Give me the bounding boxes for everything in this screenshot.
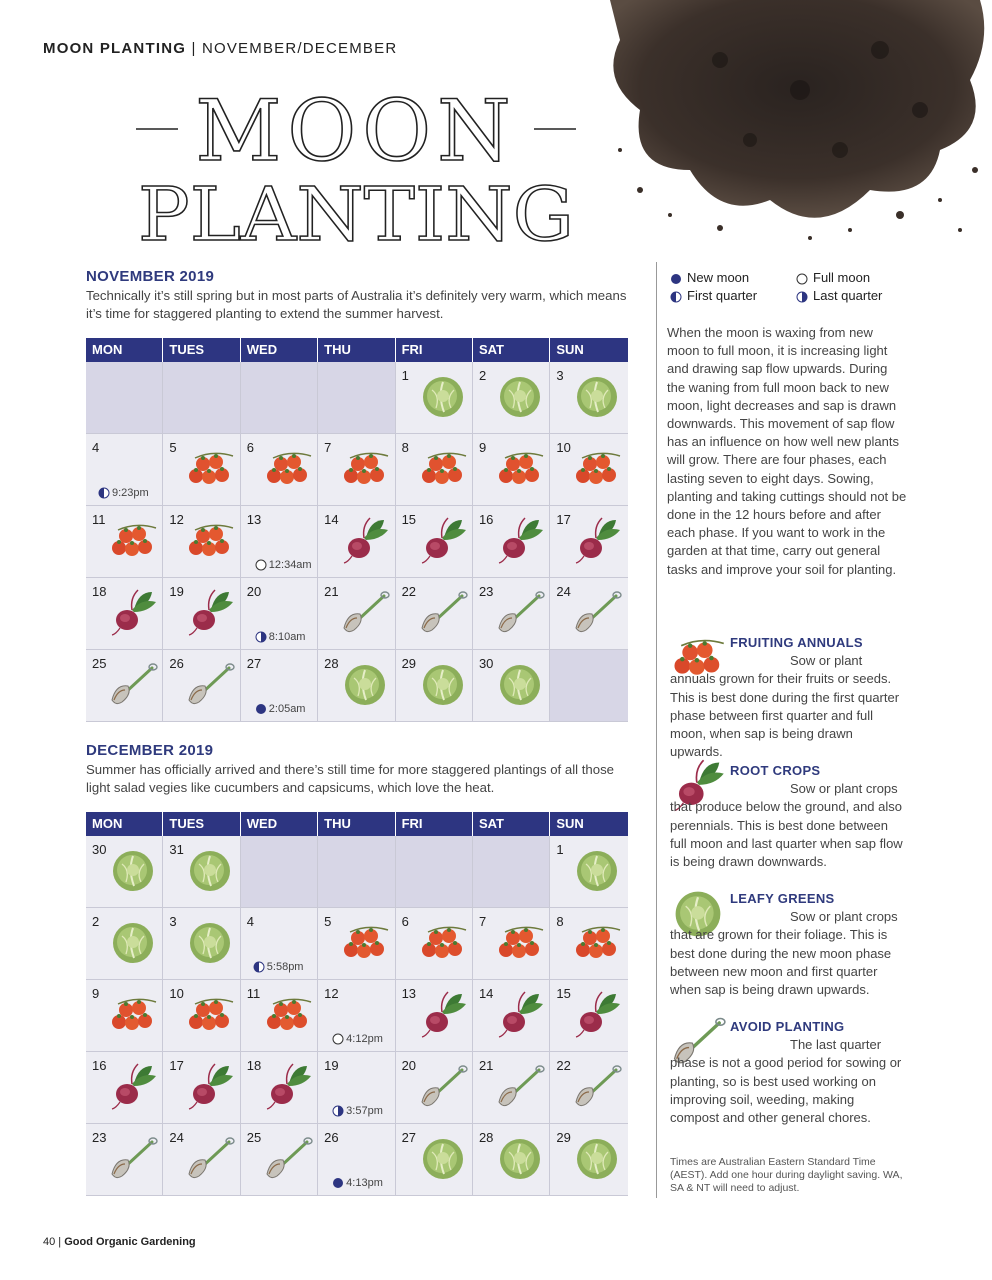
day-number: 31 [169, 842, 184, 857]
legend-new [670, 270, 749, 285]
calendar-week [86, 434, 628, 506]
day-number: 10 [169, 986, 184, 1001]
new-moon-icon [332, 1177, 344, 1189]
day-number: 29 [401, 656, 417, 671]
beetroot-icon [572, 516, 622, 564]
moon-phase [98, 487, 149, 499]
calendar-empty [473, 836, 550, 908]
magazine-name: Good Organic Gardening [64, 1236, 196, 1248]
trowel-icon [185, 1134, 235, 1182]
day-number: 27 [246, 656, 262, 671]
day-header: SUN [556, 816, 584, 831]
calendar-day [396, 362, 473, 434]
calendar-day [473, 506, 550, 578]
lettuce-icon [108, 846, 158, 894]
category-title: FRUITING ANNUALS [730, 635, 863, 650]
legend-last-label: Last quarter [813, 288, 883, 303]
new-moon-icon [255, 703, 267, 715]
section-label: MOON PLANTING [43, 40, 187, 57]
day-number: 17 [556, 512, 571, 527]
lettuce-icon [418, 1134, 468, 1182]
december-text: Summer has officially arrived and there’s still time for more staggered plantings of all those light salad vegies like cucumbers and capsicums, which love the heat. [86, 762, 614, 795]
trowel-icon [263, 1134, 313, 1182]
category-avoid [670, 1018, 906, 1127]
november-heading: NOVEMBER 2019 [86, 268, 215, 285]
day-header: SAT [473, 812, 550, 836]
calendar-day [473, 980, 550, 1052]
calendar-empty [163, 362, 240, 434]
tomato-icon [263, 990, 313, 1038]
calendar-day [473, 434, 550, 506]
day-number: 9 [478, 440, 487, 455]
day-header: THU [318, 812, 395, 836]
calendar-day [550, 836, 627, 908]
calendar-empty [241, 836, 318, 908]
day-number: 22 [556, 1058, 571, 1073]
phase-time: 2:05am [268, 703, 306, 715]
beetroot-icon [670, 758, 726, 798]
trowel-icon [495, 588, 545, 636]
full-moon-icon [255, 559, 267, 571]
lettuce-icon [418, 372, 468, 420]
last-quarter-icon [796, 291, 806, 301]
category-title: AVOID PLANTING [730, 1019, 845, 1034]
lettuce-icon [495, 660, 545, 708]
footer-separator: | [55, 1236, 65, 1248]
calendar-day [473, 578, 550, 650]
page-footer [43, 1236, 196, 1248]
beetroot-icon [263, 1062, 313, 1110]
phase-time: 9:23pm [112, 487, 149, 499]
day-header: SAT [473, 338, 550, 362]
calendar-day [163, 1052, 240, 1124]
day-number: 20 [401, 1058, 417, 1073]
header-separator: | [186, 40, 202, 57]
category-fruiting [670, 634, 906, 761]
day-number: 20 [246, 584, 262, 599]
calendar-week [86, 908, 628, 980]
day-number: 1 [401, 368, 409, 383]
tomato-icon [340, 918, 390, 966]
day-number: 18 [92, 584, 107, 599]
tomato-icon [418, 918, 468, 966]
day-header: SUN [556, 342, 584, 357]
phase-time: 4:13pm [346, 1177, 383, 1189]
day-number: 13 [401, 986, 417, 1001]
calendar-day [318, 1052, 395, 1124]
category-leafy [670, 890, 906, 999]
page-number: 40 [43, 1236, 56, 1248]
moon-explanation: When the moon is waxing from new moon to full moon, it is increasing light and drawing sap flow upwards. During the waning from full moon back to new moon, light decreases and sap is drawn downwards. This movement of sap flow has an influence on how well new plants will grow. There are four phases, each lasting seven to eight days. Sowing, planting and taking cuttings should not be done in the 12 hours before and after each phase. If you want to work in the garden at that time, carry out general tasks and improve your soil for planting. [667, 325, 907, 577]
moon-phase [255, 631, 306, 643]
day-number: 16 [478, 512, 494, 527]
phase-time: 3:57pm [346, 1105, 383, 1117]
day-number: 29 [556, 1130, 571, 1145]
title-moon [136, 84, 576, 174]
calendar-day [318, 506, 395, 578]
moon-phase [255, 703, 306, 715]
tomato-icon [185, 516, 235, 564]
calendar-header [86, 338, 628, 362]
phase-time: 12:34am [268, 559, 312, 571]
calendar-day [473, 362, 550, 434]
calendar-week [86, 980, 628, 1052]
day-number: 4 [92, 440, 100, 455]
phase-time: 4:12pm [346, 1033, 383, 1045]
calendar-header [86, 812, 628, 836]
calendar-day [163, 836, 240, 908]
lettuce-icon [185, 918, 235, 966]
day-number: 21 [324, 584, 339, 599]
calendar-day [163, 1124, 240, 1196]
day-number: 5 [324, 914, 332, 929]
trowel-icon [340, 588, 390, 636]
full-moon-icon [796, 273, 806, 283]
calendar-day [550, 578, 627, 650]
day-number: 25 [92, 656, 107, 671]
day-number: 17 [169, 1058, 184, 1073]
day-number: 11 [92, 512, 106, 527]
calendar-day [318, 980, 395, 1052]
tomato-icon [572, 444, 622, 492]
tomato-icon [263, 444, 313, 492]
calendar-day [550, 980, 627, 1052]
day-number: 24 [556, 584, 571, 599]
day-number: 13 [246, 512, 262, 527]
day-number: 6 [401, 914, 409, 929]
soil-image [600, 0, 992, 250]
december-heading: DECEMBER 2019 [86, 742, 214, 759]
day-header: FRI [396, 812, 473, 836]
lettuce-icon [572, 1134, 622, 1182]
calendar-day [550, 434, 627, 506]
legend-new-label: New moon [687, 270, 750, 285]
trowel-icon [108, 1134, 158, 1182]
beetroot-icon [340, 516, 390, 564]
beetroot-icon [418, 990, 468, 1038]
category-text: Sow or plant annuals grown for their fruits or seeds. This is best done during the first quarter phase between first quarter and full moon, when sap is being drawn upwards. [670, 653, 900, 760]
lettuce-icon [572, 372, 622, 420]
calendar-day [86, 650, 163, 722]
calendar-day [318, 434, 395, 506]
day-number: 26 [324, 1130, 339, 1145]
day-number: 2 [92, 914, 100, 929]
day-number: 30 [92, 842, 107, 857]
calendar-day [86, 1124, 163, 1196]
beetroot-icon [108, 1062, 158, 1110]
time-note: Times are Australian Eastern Standard Time (AEST). Add one hour during daylight saving. WA, SA & NT will need to adjust. [670, 1156, 903, 1194]
day-number: 3 [169, 914, 177, 929]
november-intro [86, 268, 628, 323]
calendar-day [473, 1124, 550, 1196]
category-title: ROOT CROPS [730, 763, 821, 778]
day-number: 22 [401, 584, 417, 599]
trowel-icon [185, 660, 235, 708]
day-number: 1 [556, 842, 564, 857]
tomato-icon [418, 444, 468, 492]
moon-phase [332, 1033, 383, 1045]
trowel-icon [418, 588, 468, 636]
day-number: 14 [324, 512, 339, 527]
calendar-day [86, 908, 163, 980]
day-number: 25 [246, 1130, 262, 1145]
day-number: 12 [169, 512, 184, 527]
calendar-empty [396, 836, 473, 908]
day-header: TUES [163, 338, 240, 362]
day-number: 27 [401, 1130, 417, 1145]
header-subtitle: NOVEMBER/DECEMBER [201, 40, 398, 57]
category-text: The last quarter phase is not a good period for sowing or planting, so is best used working on improving soil, weeding, making compost and other general chores. [670, 1037, 902, 1126]
category-text: Sow or plant crops that are grown for their foliage. This is best done during the new moon phase between new moon and first quarter when sap is being drawn upwards. [670, 909, 898, 998]
tomato-icon [495, 918, 545, 966]
legend-last [796, 288, 882, 303]
tomato-icon [340, 444, 390, 492]
calendar-day [86, 836, 163, 908]
calendar-week [86, 650, 628, 722]
tomato-icon [108, 990, 158, 1038]
calendar-day [396, 506, 473, 578]
lettuce-icon [495, 1134, 545, 1182]
calendar-day [396, 650, 473, 722]
calendar-day [550, 908, 627, 980]
calendar-day [550, 362, 627, 434]
beetroot-icon [418, 516, 468, 564]
trowel-icon [108, 660, 158, 708]
day-number: 26 [169, 656, 184, 671]
day-number: 5 [169, 440, 177, 455]
calendar-week [86, 1052, 628, 1124]
section-header [43, 40, 397, 57]
day-number: 9 [92, 986, 100, 1001]
calendar-day [241, 650, 318, 722]
calendar-day [550, 506, 627, 578]
first-quarter-icon [98, 487, 110, 499]
calendar-day [318, 908, 395, 980]
calendar-empty [241, 362, 318, 434]
lettuce-icon [670, 886, 726, 926]
calendar-week [86, 836, 628, 908]
trowel-icon [495, 1062, 545, 1110]
moon-phase [253, 961, 304, 973]
day-number: 15 [401, 512, 417, 527]
category-title: LEAFY GREENS [730, 891, 835, 906]
lettuce-icon [495, 372, 545, 420]
day-number: 8 [556, 914, 564, 929]
day-number: 23 [478, 584, 494, 599]
day-number: 4 [246, 914, 255, 929]
day-number: 19 [324, 1058, 339, 1073]
calendar-day [473, 650, 550, 722]
calendar-day [86, 578, 163, 650]
calendar-day [163, 434, 240, 506]
day-number: 24 [169, 1130, 184, 1145]
beetroot-icon [495, 516, 545, 564]
first-quarter-icon [253, 961, 265, 973]
calendar-day [241, 1124, 318, 1196]
tomato-icon [670, 630, 726, 670]
day-number: 14 [478, 986, 494, 1001]
calendar-week [86, 506, 628, 578]
day-number: 2 [478, 368, 487, 383]
day-number: 19 [169, 584, 184, 599]
category-text: Sow or plant crops that produce below the ground, and also perennials. This is best done between full moon and last quarter when sap flow is being drawn downwards. [670, 781, 903, 870]
trowel-icon [572, 1062, 622, 1110]
moon-phase [255, 559, 312, 571]
legend-first-label: First quarter [687, 288, 758, 303]
lettuce-icon [418, 660, 468, 708]
day-number: 7 [478, 914, 487, 929]
beetroot-icon [185, 1062, 235, 1110]
calendar-day [86, 506, 163, 578]
day-number: 28 [478, 1130, 494, 1145]
beetroot-icon [108, 588, 158, 636]
calendar-day [241, 434, 318, 506]
calendar-empty [318, 836, 395, 908]
day-number: 3 [556, 368, 564, 383]
calendar-week [86, 578, 628, 650]
day-header: WED [241, 338, 318, 362]
sidebar-divider [656, 262, 657, 1198]
legend-full-label: Full moon [813, 270, 871, 285]
november-calendar [86, 338, 628, 722]
day-header: MON [86, 812, 163, 836]
day-number: 8 [401, 440, 409, 455]
calendar-day [241, 506, 318, 578]
last-quarter-icon [332, 1105, 344, 1117]
december-intro [86, 742, 628, 797]
calendar-day [396, 1124, 473, 1196]
day-number: 23 [92, 1130, 107, 1145]
day-number: 7 [324, 440, 332, 455]
calendar-day [241, 908, 318, 980]
category-root [670, 762, 906, 871]
calendar-day [550, 1052, 627, 1124]
calendar-empty [318, 362, 395, 434]
november-text: Technically it’s still spring but in most parts of Australia it’s definitely very warm, which means it’s time for staggered planting to extend the summer harvest. [86, 288, 627, 321]
calendar-empty [550, 650, 627, 722]
calendar-day [318, 650, 395, 722]
day-number: 11 [246, 986, 261, 1001]
day-number: 15 [556, 986, 571, 1001]
legend-first [670, 288, 757, 303]
beetroot-icon [495, 990, 545, 1038]
legend-full [796, 270, 870, 285]
calendar-day [241, 980, 318, 1052]
tomato-icon [572, 918, 622, 966]
calendar-day [473, 1052, 550, 1124]
trowel-icon [670, 1014, 726, 1054]
trowel-icon [418, 1062, 468, 1110]
title-line1: MOON [195, 84, 517, 174]
beetroot-icon [185, 588, 235, 636]
day-number: 10 [556, 440, 571, 455]
calendar-day [163, 578, 240, 650]
phase-time: 5:58pm [266, 961, 304, 973]
beetroot-icon [572, 990, 622, 1038]
day-number: 28 [324, 656, 339, 671]
day-header: THU [318, 338, 395, 362]
calendar-day [396, 434, 473, 506]
day-number: 16 [92, 1058, 107, 1073]
calendar-day [396, 1052, 473, 1124]
lettuce-icon [340, 660, 390, 708]
lettuce-icon [185, 846, 235, 894]
tomato-icon [185, 990, 235, 1038]
calendar-day [318, 1124, 395, 1196]
tomato-icon [495, 444, 545, 492]
day-number: 18 [246, 1058, 262, 1073]
phase-time: 8:10am [268, 631, 306, 643]
calendar-day [396, 980, 473, 1052]
calendar-day [163, 650, 240, 722]
calendar-empty [86, 362, 163, 434]
moon-phase [332, 1177, 383, 1189]
day-header: FRI [396, 338, 473, 362]
trowel-icon [572, 588, 622, 636]
moon-phase [332, 1105, 383, 1117]
day-number: 21 [478, 1058, 494, 1073]
lettuce-icon [108, 918, 158, 966]
calendar-day [86, 980, 163, 1052]
new-moon-icon [670, 273, 680, 283]
calendar-day [241, 578, 318, 650]
day-number: 30 [478, 656, 494, 671]
full-moon-icon [332, 1033, 344, 1045]
calendar-day [318, 578, 395, 650]
title-line2: PLANTING [138, 172, 574, 250]
calendar-day [163, 980, 240, 1052]
calendar-day [550, 1124, 627, 1196]
calendar-day [396, 578, 473, 650]
calendar-day [473, 908, 550, 980]
calendar-day [163, 506, 240, 578]
day-header: WED [241, 812, 318, 836]
calendar-day [86, 1052, 163, 1124]
calendar-week [86, 1124, 628, 1196]
tomato-icon [108, 516, 158, 564]
day-number: 6 [246, 440, 255, 455]
calendar-week [86, 362, 628, 434]
calendar-day [86, 434, 163, 506]
tomato-icon [185, 444, 235, 492]
title-planting [136, 170, 576, 250]
day-header: MON [86, 338, 163, 362]
day-header: TUES [163, 812, 240, 836]
last-quarter-icon [255, 631, 267, 643]
calendar-day [163, 908, 240, 980]
day-number: 12 [324, 986, 339, 1001]
december-calendar [86, 812, 628, 1196]
first-quarter-icon [670, 291, 680, 301]
calendar-day [241, 1052, 318, 1124]
lettuce-icon [572, 846, 622, 894]
calendar-day [396, 908, 473, 980]
